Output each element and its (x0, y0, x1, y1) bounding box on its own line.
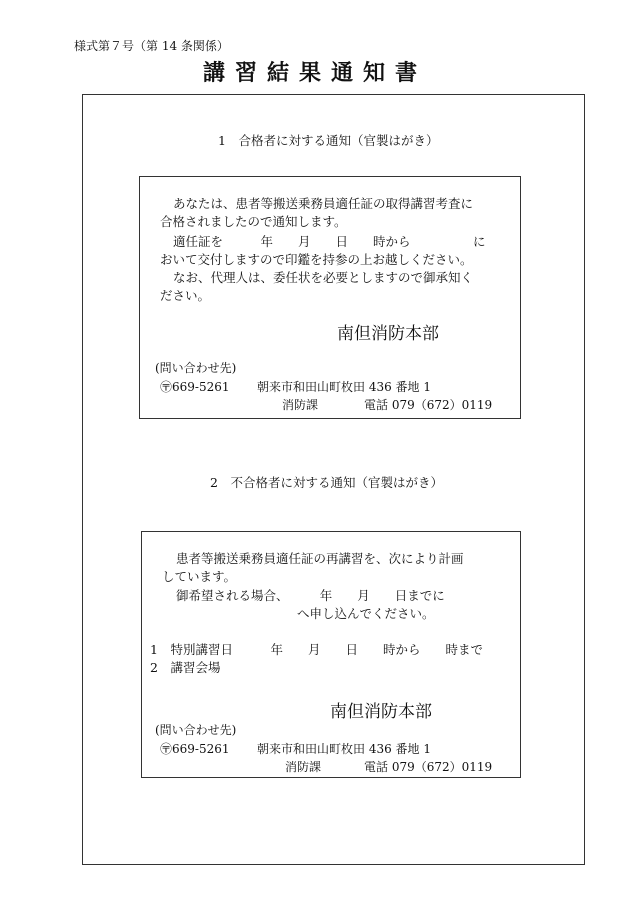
pass-contact-label: (問い合わせ先) (155, 361, 237, 375)
pass-phone: 電話 079（672）0119 (364, 398, 493, 412)
fail-item-2: 2 講習会場 (150, 660, 221, 675)
pass-line-2: 合格されましたので通知します。 (160, 214, 347, 229)
fail-line-2: しています。 (162, 569, 237, 584)
pass-line-5: なお、代理人は、委任状を必要としますので御承知く (173, 270, 474, 285)
pass-address: 朝来市和田山町枚田 436 番地 1 (257, 380, 431, 394)
pass-section-name: 消防課 (282, 398, 319, 412)
fail-address: 朝来市和田山町枚田 436 番地 1 (257, 742, 431, 756)
form-number: 様式第７号（第 14 条関係） (74, 39, 229, 53)
section1-heading: 1 合格者に対する通知（官製はがき） (218, 133, 439, 148)
pass-line-4: おいて交付しますので印鑑を持参の上お越しください。 (160, 252, 473, 267)
fail-line-3: 御希望される場合、 年 月 日までに (176, 588, 445, 603)
fail-postal-code: 〶669-5261 (160, 742, 230, 756)
document-title: 講習結果通知書 (202, 60, 427, 86)
pass-postal-code: 〶669-5261 (160, 380, 230, 394)
section2-heading: 2 不合格者に対する通知（官製はがき） (210, 475, 443, 490)
fail-section-name: 消防課 (285, 760, 322, 774)
pass-line-6: ださい。 (160, 288, 211, 303)
fail-dept-name: 南但消防本部 (330, 702, 432, 722)
fail-line-1: 患者等搬送乗務員適任証の再講習を、次により計画 (176, 551, 464, 566)
pass-line-1: あなたは、患者等搬送乗務員適任証の取得講習考査に (173, 196, 474, 211)
pass-dept-name: 南但消防本部 (337, 324, 439, 344)
pass-line-3: 適任証を 年 月 日 時から に (173, 234, 486, 249)
fail-phone: 電話 079（672）0119 (364, 760, 493, 774)
fail-line-4: へ申し込んでください。 (297, 606, 435, 621)
fail-contact-label: (問い合わせ先) (155, 723, 237, 737)
fail-item-1: 1 特別講習日 年 月 日 時から 時まで (150, 642, 483, 657)
